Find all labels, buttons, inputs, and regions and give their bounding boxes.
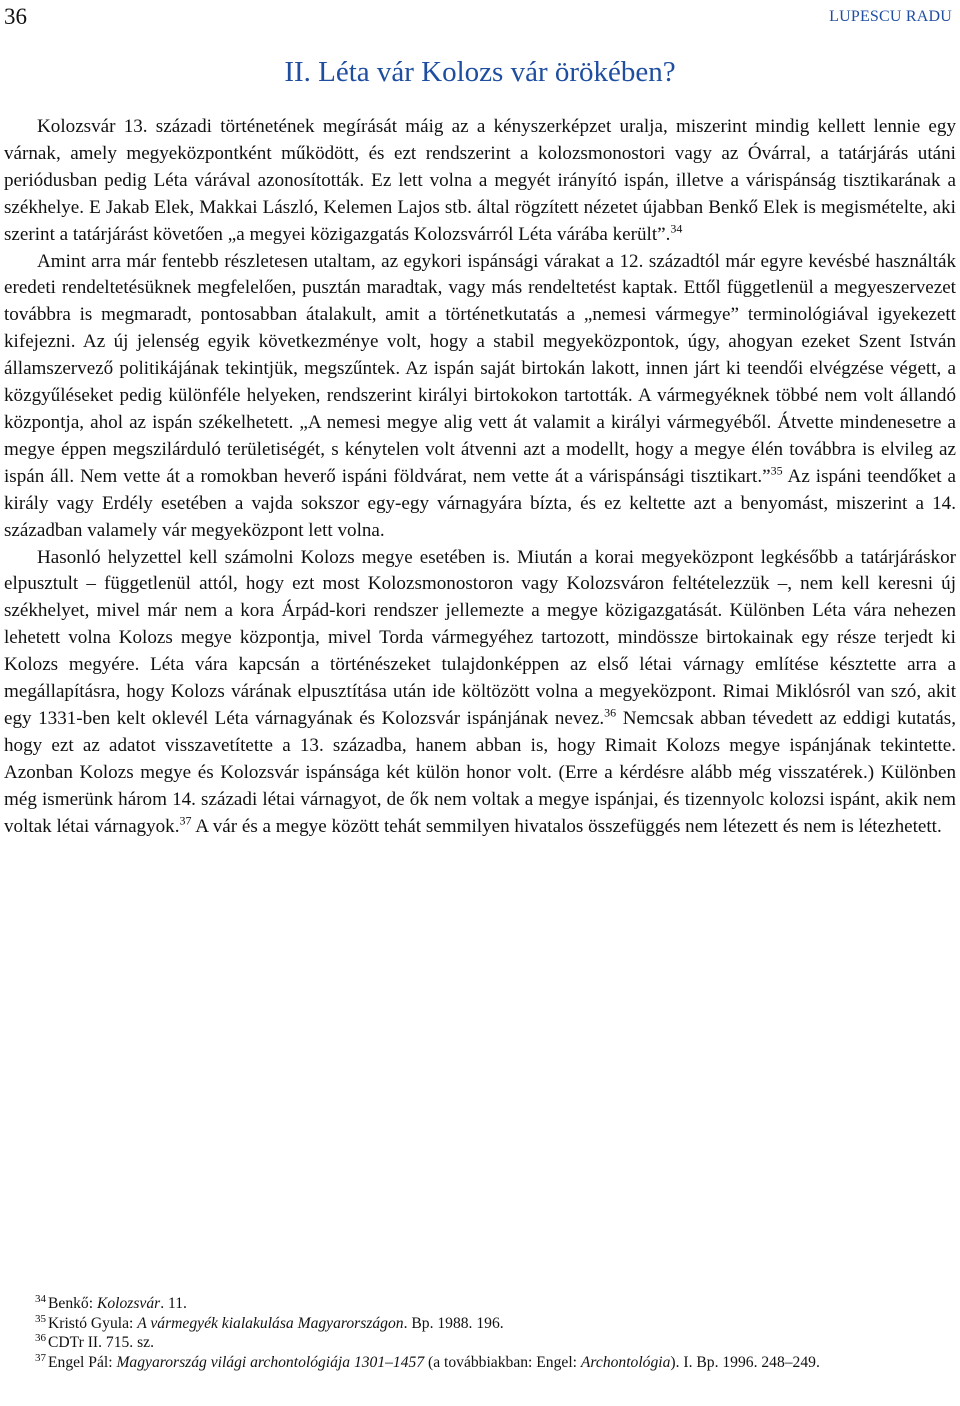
- footnote-text: ). I. Bp. 1996. 248–249.: [670, 1354, 820, 1372]
- paragraph-text: Kolozsvár 13. századi történetének megírását máig az a kényszerképzet uralja, miszerint mindig kellett lennie egy várnak, amely megyeközpontként működött, és ezt rendszerint a kolozsmonostori vagy az Óvárral, a tatárjárás utáni periódusban pedig Léta várával azonosították. Ez lett volna a megyét irányító ispán, illetve a várispánság tisztikarának a székhelye. E Jakab Elek, Makkai László, Kelemen Lajos stb. által rögzített nézetet újabban Benkő Elek is megismételte, aki szerint a tatárjárást követően „a megyei közigazgatás Kolozsvárról Léta várába került”.: [4, 116, 956, 245]
- paragraph: [4, 545, 956, 841]
- footnote-text: . 11.: [160, 1295, 187, 1312]
- running-head: [4, 4, 952, 34]
- footnote-ref[interactable]: 35: [770, 463, 783, 478]
- footnote-ref[interactable]: 34: [670, 221, 683, 236]
- footnote-text: Engel Pál:: [48, 1354, 117, 1372]
- page-number: 36: [4, 4, 27, 29]
- footnote-number: 37: [35, 1351, 46, 1364]
- footnote: [4, 1314, 956, 1334]
- footnote-number: 34: [35, 1292, 46, 1305]
- paragraph: [4, 249, 956, 545]
- body-text: [4, 114, 956, 840]
- footnote-number: 35: [35, 1312, 46, 1325]
- footnote-ref[interactable]: 37: [179, 813, 192, 828]
- footnote-text: CDTr II. 715. sz.: [48, 1334, 154, 1352]
- footnote: [4, 1333, 956, 1353]
- footnote-text: . Bp. 1988. 196.: [403, 1314, 504, 1332]
- footnotes: [4, 1294, 956, 1373]
- paragraph-text: Nemcsak abban tévedett az eddigi kutatás, hogy ezt az adatot visszavetítette a 13. századba, hanem abban is, hogy Rimait Kolozs megye ispánjának tekintette. Azonban Kolozs megye és Kolozsvár ispánsága két külön honor volt. (Erre a kérdésre alább még visszatérek.) Különben még ismerünk három 14. századi létai várnagyot, de ők nem voltak a megye ispánjai, és tizennyolc kolozsi ispánt, akik nem voltak létai várnagyok.: [4, 707, 956, 837]
- footnote-title: A vármegyék kialakulása Magyarországon: [137, 1314, 404, 1332]
- running-head-author: LUPESCU RADU: [829, 8, 952, 25]
- footnote-short-title: Archontológia: [580, 1354, 671, 1372]
- footnote: [4, 1353, 956, 1373]
- paragraph-text: Az ispáni teendőket a király vagy Erdély esetében a vajda sokszor egy-egy várnagyára bízta, és ez keltette azt a benyomást, miszerint a 14. században valamely vár megyeközpont lett volna.: [4, 465, 957, 541]
- paragraph-text: A vár és a megye között tehát semmilyen hivatalos összefüggés nem létezett és nem is létezhetett.: [191, 815, 942, 837]
- footnote-text: Benkő:: [48, 1295, 97, 1312]
- footnote-number: 36: [35, 1332, 46, 1345]
- paragraph-text: Amint arra már fentebb részletesen utaltam, az egykori ispánsági várakat a 12. századtól már egyre kevésbé használták eredeti rendeltetésüknek megfelelően, pusztán maradtak, vagy más rendeltetést kaptak. Ettől függetlenül a megyeszervezet továbbra is megmaradt, pontosabban átalakult, amit a történetkutatás a „nemesi vármegye” terminológiával igyekezett kifejezni. Az új jelenség egyik következménye volt, hogy a stabil megyeközpontok, úgy, ahogyan ezeket Szent István államszervező politikájának tekintjük, megszűntek. Az ispán saját birtokán lakott, innen járt ki teendői elvégzése végett, a közgyűléseket pedig különféle helyeken, rendszerint királyi birtokokon tartották. A vármegyéknek többé nem volt állandó központja, ahol az ispán székelhetett. „A nemesi megye alig vett át valamit a királyi vármegyéből. Átvette mindenesetre a megye éppen megszilárduló területiségét, s kénytelen volt átvenni azt a modellt, hogy a megye élén továbbra is elvileg az ispán áll. Nem vette át a romokban heverő ispáni földvárat, nem vette át a várispánsági tisztikart.”: [4, 250, 956, 487]
- footnote: [4, 1294, 956, 1314]
- footnote-text: Kristó Gyula:: [48, 1314, 138, 1332]
- paragraph-text: Hasonló helyzettel kell számolni Kolozs megye esetében is. Miután a korai megyeközpont legkésőbb a tatárjáráskor elpusztult – függetlenül attól, hogy ezt most Kolozsmonostoron vagy Kolozsváron feltételezzük –, nem kell keresni új székhelyet, mivel már nem a kora Árpád-kori rendszer jellemezte a megye közigazgatását. Különben Léta vára nehezen lehetett volna Kolozs megye központja, mivel Torda vármegyéhez tartozott, mindössze birtokainak egy része terjedt ki Kolozs megyére. Léta vára kapcsán a történészeket tulajdonképpen az első létai várnagy említése késztette arra a megállapításra, hogy Kolozs várának elpusztítása után ide költözött volna a megyeközpont. Rimai Miklósról van szó, akit egy 1331-ben kelt oklevél Léta várnagyának és Kolozsvár ispánjának nevez.: [4, 546, 956, 729]
- footnote-title: Kolozsvár: [96, 1295, 161, 1312]
- footnote-title: Magyarország világi archontológiája 1301–1457: [116, 1354, 425, 1372]
- paragraph: [4, 114, 956, 249]
- chapter-title: II. Léta vár Kolozs vár örökében?: [284, 56, 676, 88]
- footnote-text: (a továbbiakban: Engel:: [424, 1354, 581, 1372]
- footnote-ref[interactable]: 36: [604, 705, 617, 720]
